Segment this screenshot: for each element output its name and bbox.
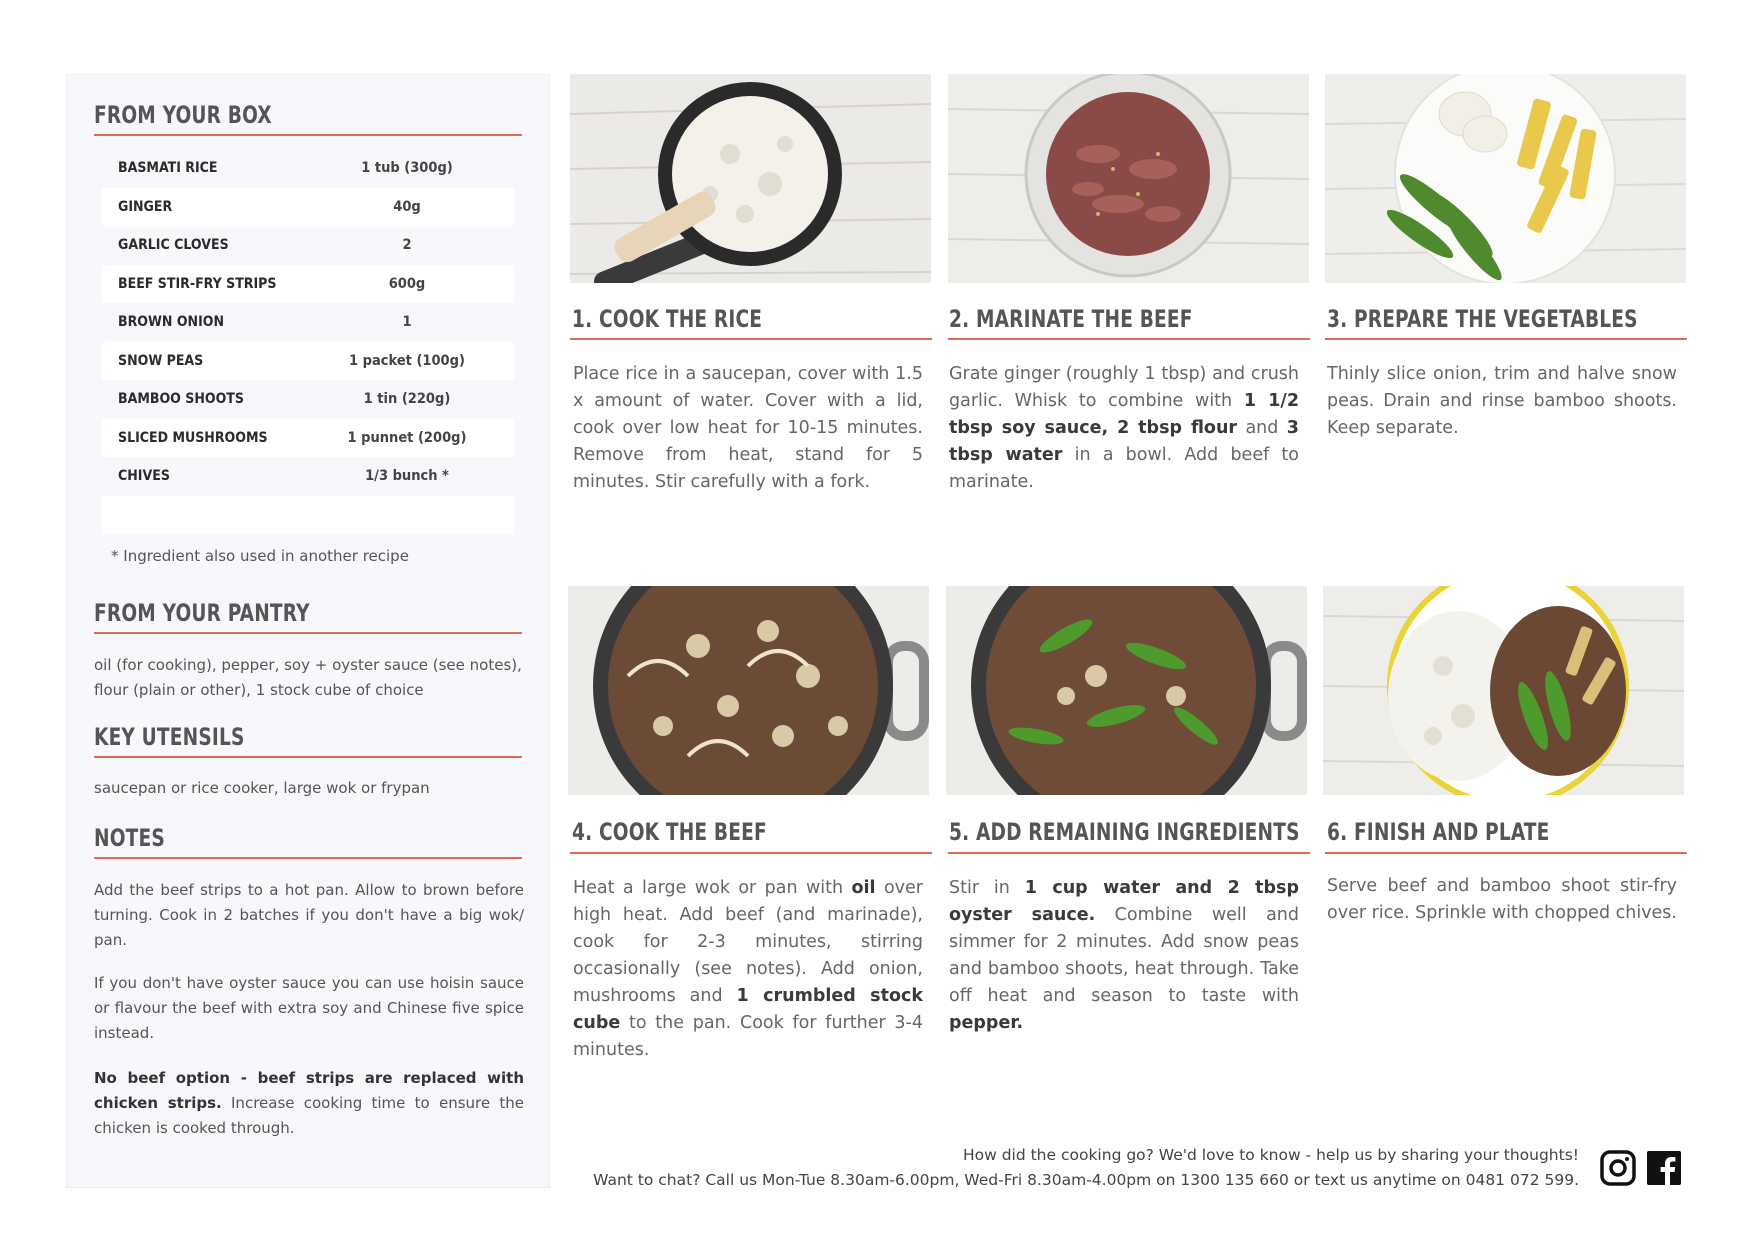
step-4-text-part: Heat a large wok or pan with xyxy=(573,878,852,898)
step-5-text-bold: 1 cup water and 2 tbsp oyster sauce. xyxy=(949,878,1299,925)
ingredient-name: BASMATI RICE xyxy=(118,160,218,177)
step-2-text xyxy=(949,361,1299,496)
ingredient-footnote: * Ingredient also used in another recipe xyxy=(111,547,409,565)
step-4-text-bold: oil xyxy=(851,878,876,898)
ingredient-name: BEEF STIR-FRY STRIPS xyxy=(118,275,277,292)
notes-title: NOTES xyxy=(94,824,165,852)
step-3-text-part: Thinly slice onion, trim and halve snow peas. Drain and rinse bamboo shoots. Keep separate. xyxy=(1327,364,1677,438)
step-4-text-part: over high heat. Add beef (and marinade), cook for 2-3 minutes, stirring occasionally (see notes). Add onion, mushrooms and xyxy=(573,878,923,1006)
pantry-text: oil (for cooking), pepper, soy + oyster sauce (see notes), flour (plain or other), 1 stock cube of choice xyxy=(94,656,522,699)
divider xyxy=(570,852,932,854)
step-4-text xyxy=(573,875,923,1064)
step-4-title: 4. COOK THE BEEF xyxy=(572,818,767,846)
step-2-text-part: in a bowl. Add beef to marinate. xyxy=(949,445,1300,492)
step-4-text-bold: 1 crumbled stock cube xyxy=(573,986,923,1033)
ingredient-name: BAMBOO SHOOTS xyxy=(118,391,244,408)
step-2-text-bold: 1 1/2 tbsp soy sauce, 2 tbsp flour xyxy=(949,391,1299,438)
step-5-text-part: Combine well and simmer for 2 minutes. Add snow peas and bamboo shoots, heat through. Take off heat and season to taste with xyxy=(949,905,1299,1006)
divider xyxy=(94,857,522,859)
ingredient-qty: 1 packet (100g) xyxy=(349,352,465,369)
ingredient-name: GINGER xyxy=(118,198,173,215)
from-your-box-title: FROM YOUR BOX xyxy=(94,101,272,129)
table-row xyxy=(102,226,514,265)
ingredient-qty: 1 xyxy=(402,314,412,331)
step-5-title: 5. ADD REMAINING INGREDIENTS xyxy=(949,818,1300,846)
step-1-text xyxy=(573,361,923,496)
photo-cook-beef xyxy=(568,586,929,795)
table-row xyxy=(102,419,514,458)
table-row xyxy=(102,303,514,342)
step-2-title: 2. MARINATE THE BEEF xyxy=(949,305,1193,333)
ingredients-table xyxy=(102,149,514,534)
step-1-title: 1. COOK THE RICE xyxy=(572,305,763,333)
step-4-text-part: to the pan. Cook for further 3-4 minutes. xyxy=(573,1013,923,1060)
table-row xyxy=(102,342,514,381)
ingredient-name: CHIVES xyxy=(118,468,170,485)
divider xyxy=(94,632,522,634)
photo-prepare-vegetables xyxy=(1325,74,1686,283)
ingredient-qty: 1 tub (300g) xyxy=(361,160,453,177)
feedback-text: How did the cooking go? We'd love to know - help us by sharing your thoughts! xyxy=(962,1146,1579,1164)
instagram-icon[interactable] xyxy=(1600,1150,1636,1186)
contact-text: Want to chat? Call us Mon-Tue 8.30am-6.00pm, Wed-Fri 8.30am-4.00pm on 1300 135 660 or text us anytime on 0481 072 599. xyxy=(593,1171,1579,1189)
step-6-title: 6. FINISH AND PLATE xyxy=(1327,818,1550,846)
divider xyxy=(948,338,1310,340)
step-2-text-part: and xyxy=(1237,418,1287,438)
ingredient-qty: 600g xyxy=(388,275,426,292)
divider xyxy=(948,852,1310,854)
photo-cook-rice xyxy=(570,74,931,283)
ingredient-qty: 2 xyxy=(402,237,412,254)
key-utensils-title: KEY UTENSILS xyxy=(94,723,245,751)
step-2-text-part: Grate ginger (roughly 1 tbsp) and crush garlic. Whisk to combine with xyxy=(949,364,1299,411)
note-2: If you don't have oyster sauce you can use hoisin sauce or flavour the beef with extra soy and Chinese five spice instead. xyxy=(94,974,524,1042)
note-3 xyxy=(94,1066,524,1141)
step-5-text xyxy=(949,875,1299,1037)
divider xyxy=(1325,338,1687,340)
utensils-text: saucepan or rice cooker, large wok or frypan xyxy=(94,779,430,797)
ingredient-name: BROWN ONION xyxy=(118,314,224,331)
ingredients-panel xyxy=(66,74,550,1188)
divider xyxy=(1325,852,1687,854)
step-1-text-part: Place rice in a saucepan, cover with 1.5 x amount of water. Cover with a lid, cook over low heat for 10-15 minutes. Remove from heat, stand for 5 minutes. Stir carefully with a fork. xyxy=(573,364,923,492)
step-6-text xyxy=(1327,873,1677,927)
ingredient-name: SNOW PEAS xyxy=(118,352,204,369)
photo-marinate-beef xyxy=(948,74,1309,283)
step-2-text-bold: 3 tbsp water xyxy=(949,418,1299,465)
table-row xyxy=(102,188,514,227)
step-6-text-part: Serve beef and bamboo shoot stir-fry over rice. Sprinkle with chopped chives. xyxy=(1327,876,1677,923)
ingredient-qty: 1 tin (220g) xyxy=(363,391,451,408)
table-row-empty xyxy=(102,496,514,535)
facebook-icon[interactable] xyxy=(1646,1150,1682,1186)
step-3-title: 3. PREPARE THE VEGETABLES xyxy=(1327,305,1638,333)
divider xyxy=(94,134,522,136)
ingredient-qty: 1/3 bunch * xyxy=(365,468,449,485)
table-row xyxy=(102,149,514,188)
step-5-text-part: Stir in xyxy=(949,878,1025,898)
ingredient-name: GARLIC CLOVES xyxy=(118,237,229,254)
from-your-pantry-title: FROM YOUR PANTRY xyxy=(94,599,310,627)
photo-add-remaining xyxy=(946,586,1307,795)
ingredient-qty: 1 punnet (200g) xyxy=(347,429,467,446)
ingredient-name: SLICED MUSHROOMS xyxy=(118,429,268,446)
photo-finish-plate xyxy=(1323,586,1684,795)
step-3-text xyxy=(1327,361,1677,442)
table-row xyxy=(102,457,514,496)
table-row xyxy=(102,380,514,419)
note-3-rest: Increase cooking time to ensure the chicken is cooked through. xyxy=(94,1094,524,1137)
table-row xyxy=(102,265,514,304)
step-5-text-bold: pepper. xyxy=(949,1013,1024,1033)
ingredient-qty: 40g xyxy=(393,198,421,215)
divider xyxy=(94,756,522,758)
divider xyxy=(570,338,932,340)
note-1: Add the beef strips to a hot pan. Allow to brown before turning. Cook in 2 batches if you don't have a big wok/ pan. xyxy=(94,881,524,949)
note-3-bold: No beef option - beef strips are replaced with chicken strips. xyxy=(94,1069,524,1112)
